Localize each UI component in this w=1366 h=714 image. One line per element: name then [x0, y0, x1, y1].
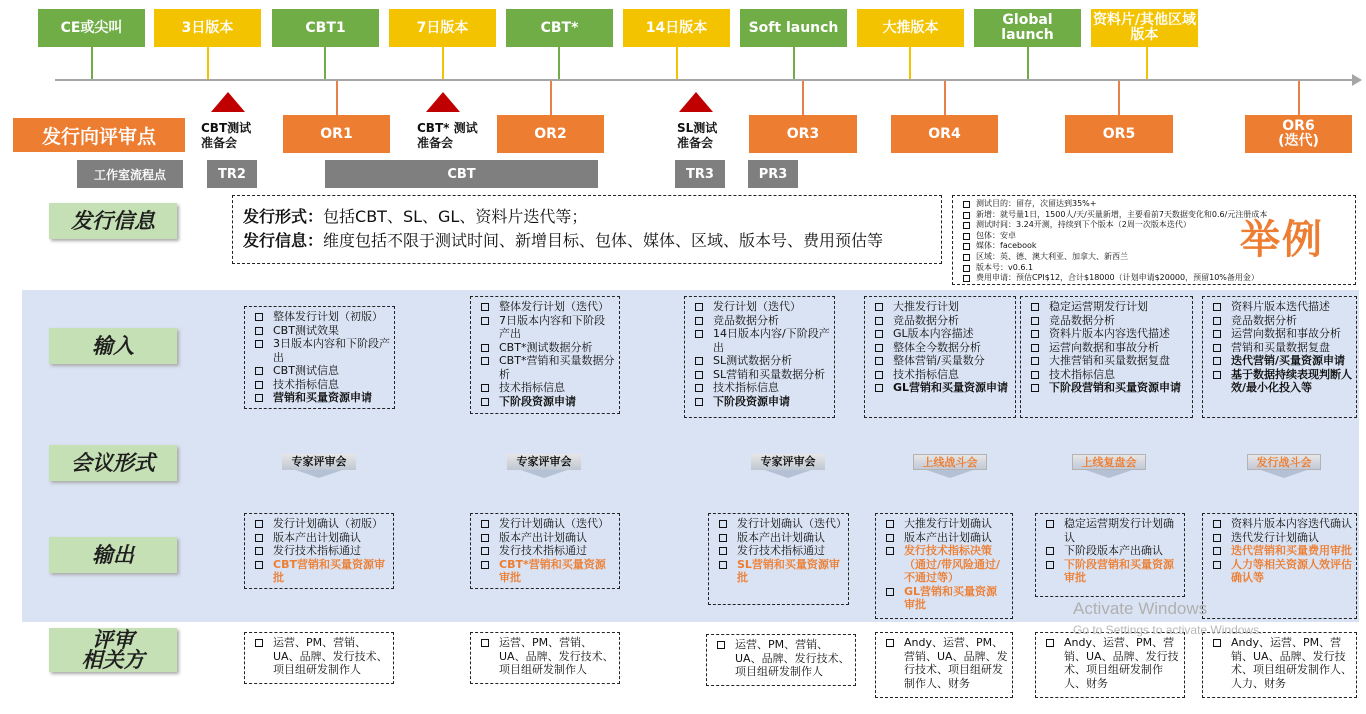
- example-item: 测试时间：3.24开测，持续到下个版本（2周一次版本迭代）: [959, 220, 1349, 231]
- studio-point-cbt: CBT: [325, 160, 598, 188]
- meeting-label: 专家评审会: [282, 454, 356, 470]
- test-readiness-label: CBT测试 准备会: [201, 121, 252, 150]
- test-readiness-label: SL测试 准备会: [677, 121, 718, 150]
- or-tick: [1118, 81, 1120, 115]
- input-box-item: GL版本内容描述: [871, 327, 1011, 341]
- or-point-4: OR4: [891, 115, 998, 153]
- output-box-item: GL营销和买量资源审批: [882, 585, 1008, 612]
- or-tick: [1298, 81, 1300, 115]
- stage-6: Soft launch: [740, 9, 847, 47]
- output-box-item: 发行计划确认（迭代）: [715, 517, 844, 531]
- stage-tick: [1027, 47, 1029, 80]
- input-box-item: 资料片版本内容迭代描述: [1027, 327, 1188, 341]
- input-box-item: 营销和买量数据复盘: [1209, 341, 1352, 355]
- or-point-3: OR3: [749, 115, 857, 153]
- row-label-reviewers: 评审 相关方: [49, 628, 177, 672]
- input-box-item: 基于数据持续表现判断人效/最小化投入等: [1209, 368, 1352, 395]
- studio-point-tr3: TR3: [675, 160, 725, 188]
- stage-1: 3日版本: [154, 9, 261, 47]
- os-activation-notice: Activate Windows: [1073, 599, 1208, 618]
- input-box-item: 发行计划（迭代）: [691, 300, 830, 314]
- output-box-item: 发行计划确认（初版）: [251, 517, 389, 531]
- output-box-item: 版本产出计划确认: [715, 531, 844, 545]
- output-box-item: 迭代营销和买量费用审批: [1209, 544, 1352, 558]
- output-box-item: 发行技术指标决策（通过/带风险通过/不通过等）: [882, 544, 1008, 585]
- output-box-item: 发行计划确认（迭代）: [477, 517, 615, 531]
- output-box-item: 版本产出计划确认: [882, 531, 1008, 545]
- output-box-item: 下阶段版本产出确认: [1042, 544, 1180, 558]
- input-box-item: SL营销和买量数据分析: [691, 368, 830, 382]
- stage-tick: [558, 47, 560, 80]
- info-box: [232, 195, 942, 264]
- meeting-format: [751, 450, 825, 482]
- or-point-2: OR2: [497, 115, 604, 153]
- output-box-item: 版本产出计划确认: [477, 531, 615, 545]
- output-box-item: 发行技术指标通过: [477, 544, 615, 558]
- stage-tick: [324, 47, 326, 80]
- input-box-item: 下阶段营销和买量资源申请: [1027, 381, 1188, 395]
- info-val-2: 维度包括不限于测试时间、新增目标、包体、媒体、区域、版本号、费用预估等: [323, 231, 884, 250]
- input-box-item: 整体发行计划（初版）: [251, 310, 390, 324]
- input-box-item: 整体全今数据分析: [871, 341, 1011, 355]
- input-box: [864, 296, 1016, 418]
- or-tick: [802, 81, 804, 115]
- input-box-item: 7日版本内容和下阶段产出: [477, 314, 615, 341]
- reviewers-item: 运营、PM、营销、UA、品牌、发行技术、项目组研发制作人: [713, 638, 851, 679]
- input-box: [684, 296, 835, 418]
- stage-0: CE或尖叫: [38, 9, 145, 47]
- test-readiness-label: CBT* 测试 准备会: [417, 121, 478, 150]
- or-point-1: OR1: [283, 115, 390, 153]
- input-box-item: GL营销和买量资源申请: [871, 381, 1011, 395]
- example-watermark: 举例: [1240, 216, 1324, 263]
- meeting-format: [913, 450, 987, 482]
- example-item: 区域：英、德、澳大利亚、加拿大、新西兰: [959, 252, 1349, 263]
- input-box-item: SL测试数据分析: [691, 354, 830, 368]
- input-box-item: 技术指标信息: [691, 381, 830, 395]
- input-box-item: 下阶段资源申请: [477, 395, 615, 409]
- stage-9: 资料片/其他区域版本: [1091, 9, 1198, 47]
- review-title: 发行向评审点: [13, 118, 185, 152]
- meeting-format: [507, 450, 581, 482]
- stage-tick: [91, 47, 93, 80]
- output-box-item: 发行技术指标通过: [715, 544, 844, 558]
- warning-triangle-icon: [426, 92, 460, 112]
- input-box-item: 整体营销/买量数分: [871, 354, 1011, 368]
- timeline-axis: [55, 79, 1353, 81]
- stage-4: CBT*: [506, 9, 613, 47]
- stage-tick: [442, 47, 444, 80]
- or-tick: [944, 81, 946, 115]
- timeline-arrow-icon: [1352, 74, 1362, 86]
- example-item: 测试目的：留存，次留达到35%+: [959, 199, 1349, 210]
- output-box: [1202, 513, 1357, 619]
- reviewers-item: 运营、PM、营销、UA、品牌、发行技术、项目组研发制作人: [477, 636, 615, 677]
- input-box-item: 竞品数据分析: [1209, 314, 1352, 328]
- output-box: [875, 513, 1013, 619]
- row-label-output: 输出: [49, 537, 177, 573]
- info-key-2: 发行信息：: [243, 231, 324, 250]
- input-box: [1202, 296, 1357, 418]
- input-box-item: 技术指标信息: [871, 368, 1011, 382]
- info-line-1: [243, 205, 931, 229]
- stage-tick: [207, 47, 209, 80]
- row-label-meeting: 会议形式: [49, 445, 177, 481]
- meeting-format: [1072, 450, 1146, 482]
- reviewers-box: [1035, 632, 1185, 698]
- warning-triangle-icon: [679, 92, 713, 112]
- output-box-item: 发行技术指标通过: [251, 544, 389, 558]
- input-box-item: CBT*测试数据分析: [477, 341, 615, 355]
- output-box-item: 稳定运营期发行计划确认: [1042, 517, 1180, 544]
- example-item: 媒体：facebook: [959, 241, 1349, 252]
- example-item: 包体：安卓: [959, 231, 1349, 242]
- stage-8: Global launch: [974, 9, 1081, 47]
- stage-3: 7日版本: [389, 9, 496, 47]
- input-box-item: 技术指标信息: [251, 378, 390, 392]
- input-box-item: 运营向数据和事故分析: [1209, 327, 1352, 341]
- info-val-1: 包括CBT、SL、GL、资料片迭代等；: [323, 207, 588, 226]
- meeting-label: 专家评审会: [507, 454, 581, 470]
- input-box-item: 资料片版本迭代描述: [1209, 300, 1352, 314]
- output-box-item: 人力等相关资源人效评估确认等: [1209, 558, 1352, 585]
- input-box-item: 竞品数据分析: [871, 314, 1011, 328]
- studio-point-pr3: PR3: [748, 160, 798, 188]
- stage-2: CBT1: [272, 9, 379, 47]
- input-box: [244, 306, 395, 409]
- input-box-item: 营销和买量资源申请: [251, 391, 390, 405]
- input-box-item: CBT测试信息: [251, 364, 390, 378]
- input-box-item: 大推营销和买量数据复盘: [1027, 354, 1188, 368]
- example-item: 新增：就号量1日，1500人/天/买量新增，主要看前7天数据变化和0.6/元注册成本: [959, 210, 1349, 221]
- output-box-item: 版本产出计划确认: [251, 531, 389, 545]
- output-box: [244, 513, 394, 589]
- input-box-item: 竞品数据分析: [691, 314, 830, 328]
- input-box-item: 竞品数据分析: [1027, 314, 1188, 328]
- info-key-1: 发行形式：: [243, 207, 324, 226]
- example-item: 版本号：v0.6.1: [959, 263, 1349, 274]
- input-box-item: CBT*营销和买量数据分析: [477, 354, 615, 381]
- input-box: [1020, 296, 1193, 418]
- warning-triangle-icon: [211, 92, 245, 112]
- input-box-item: 大推发行计划: [871, 300, 1011, 314]
- output-box: [470, 513, 620, 589]
- output-box-item: 下阶段营销和买量资源审批: [1042, 558, 1180, 585]
- or-point-6: OR6 (迭代): [1245, 115, 1352, 153]
- info-line-2: [243, 229, 931, 253]
- input-box: [470, 296, 620, 414]
- reviewers-box: [706, 634, 856, 686]
- meeting-label: 上线复盘会: [1072, 454, 1146, 470]
- or-tick: [550, 81, 552, 115]
- output-box-item: 资料片版本内容迭代确认: [1209, 517, 1352, 531]
- output-box: [1035, 513, 1185, 597]
- input-box-item: 技术指标信息: [477, 381, 615, 395]
- reviewers-box: [1202, 632, 1357, 698]
- or-point-5: OR5: [1065, 115, 1173, 153]
- reviewers-box: [875, 632, 1013, 698]
- stage-tick: [676, 47, 678, 80]
- meeting-label: 专家评审会: [751, 454, 825, 470]
- row-label-info: 发行信息: [49, 203, 177, 239]
- input-box-item: 3日版本内容和下阶段产出: [251, 337, 390, 364]
- output-box: [708, 513, 849, 605]
- output-box-item: CBT*营销和买量资源审批: [477, 558, 615, 585]
- stage-tick: [793, 47, 795, 80]
- input-box-item: CBT测试效果: [251, 324, 390, 338]
- input-box-item: 14日版本内容/下阶段产出: [691, 327, 830, 354]
- output-box-item: CBT营销和买量资源审批: [251, 558, 389, 585]
- reviewers-item: Andy、运营、PM、营销、UA、品牌、发行技术、项目组研发制作人、财务: [1042, 636, 1180, 690]
- input-box-item: 运营向数据和事故分析: [1027, 341, 1188, 355]
- input-box-item: 整体发行计划（迭代）: [477, 300, 615, 314]
- output-box-item: 大推发行计划确认: [882, 517, 1008, 531]
- stage-7: 大推版本: [857, 9, 964, 47]
- meeting-label: 发行战斗会: [1247, 454, 1321, 470]
- studio-title: 工作室流程点: [77, 160, 183, 188]
- input-box-item: 技术指标信息: [1027, 368, 1188, 382]
- input-box-item: 迭代营销/买量资源申请: [1209, 354, 1352, 368]
- stage-tick: [909, 47, 911, 80]
- reviewers-box: [470, 632, 620, 684]
- stage-5: 14日版本: [623, 9, 730, 47]
- reviewers-item: Andy、运营、PM、营销、UA、品牌、发行技术、项目组研发制作人、人力、财务: [1209, 636, 1352, 690]
- stage-tick: [1146, 47, 1148, 80]
- output-box-item: 迭代发行计划确认: [1209, 531, 1352, 545]
- studio-point-tr2: TR2: [207, 160, 257, 188]
- reviewers-item: Andy、运营、PM、营销、UA、品牌、发行技术、项目组研发制作人、财务: [882, 636, 1008, 690]
- or-tick: [336, 81, 338, 115]
- input-box-item: 稳定运营期发行计划: [1027, 300, 1188, 314]
- input-box-item: 下阶段资源申请: [691, 395, 830, 409]
- os-activation-hint: Go to Settings to activate Windows.: [1073, 623, 1263, 637]
- reviewers-box: [244, 632, 394, 684]
- meeting-format: [1247, 450, 1321, 482]
- output-box-item: SL营销和买量资源审批: [715, 558, 844, 585]
- row-label-input: 输入: [49, 328, 177, 364]
- meeting-label: 上线战斗会: [913, 454, 987, 470]
- meeting-format: [282, 450, 356, 482]
- example-item: 费用申请：预估CPI$12，合计$18000（计划申请$20000，预留10%备用金）: [959, 273, 1349, 284]
- reviewers-item: 运营、PM、营销、UA、品牌、发行技术、项目组研发制作人: [251, 636, 389, 677]
